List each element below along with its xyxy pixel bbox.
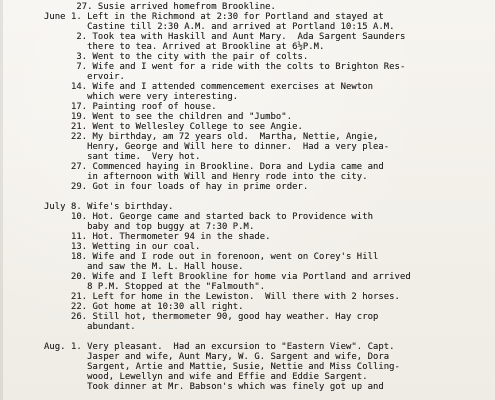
diary-line: 17. Painting roof of house. [44,102,217,112]
diary-line: 14. Wife and I attended commencement exercises at Newton [44,82,373,92]
diary-line: wood, Lewellyn and wife and Effie and Eddie Sargent. [44,372,368,382]
diary-line: ervoir. [44,72,125,82]
diary-line: 3. Went to the city with the pair of colts. [44,52,309,62]
diary-line: 19. Went to see the children and "Jumbo". [44,112,293,122]
diary-line: 7. Wife and I went for a ride with the colts to Brighton Res- [44,62,406,72]
diary-line: and saw the M. L. Hall house. [44,262,244,272]
diary-line: 22. Got home at 10:30 all right. [44,302,244,312]
diary-line: abundant. [44,322,136,332]
scan-edge-shadow [0,0,3,400]
diary-line: 29. Got in four loads of hay in prime order. [44,182,309,192]
diary-line: 21. Went to Wellesley College to see Angie. [44,122,303,132]
diary-line: Took dinner at Mr. Babson's which was finely got up and [44,382,384,392]
diary-line: 21. Left for home in the Lewiston. Will there with 2 horses. [44,292,400,302]
diary-line: 10. Hot. George came and started back to Providence with [44,212,373,222]
diary-line: 11. Hot. Thermometer 94 in the shade. [44,232,271,242]
diary-line: 18. Wife and I rode out in forenoon, went on Corey's Hill [44,252,379,262]
diary-line: Henry, George and Will here to dinner. Had a very plea- [44,142,390,152]
diary-line: 8 P.M. Stopped at the "Falmouth". [44,282,266,292]
diary-line: there to tea. Arrived at Brookline at 6½P.M. [44,42,325,52]
diary-line: 26. Still hot, thermometer 90, good hay weather. Hay crop [44,312,379,322]
diary-line: Sargent, Artie and Mattie, Susie, Nettie and Miss Colling- [44,362,400,372]
diary-line: July 8. Wife's birthday. [44,202,174,212]
diary-line: 2. Took tea with Haskill and Aunt Mary. Ada Sargent Saunders [44,32,406,42]
diary-line: sant time. Very hot. [44,152,201,162]
diary-line: 27. Commenced haying in Brookline. Dora and Lydia came and [44,162,384,172]
diary-line: 27. Susie arrived homefrom Brookline. [44,2,276,12]
diary-line: baby and top buggy at 7:30 P.M. [44,222,255,232]
diary-line: which were very interesting. [44,92,239,102]
diary-line: 22. My birthday, am 72 years old. Martha, Nettie, Angie, [44,132,379,142]
diary-line: June 1. Left in the Richmond at 2:30 for Portland and stayed at [44,12,384,22]
diary-line: Jasper and wife, Aunt Mary, W. G. Sargent and wife, Dora [44,352,390,362]
diary-line: 20. Wife and I left Brookline for home via Portland and arrived [44,272,411,282]
diary-line: Aug. 1. Very pleasant. Had an excursion to "Eastern View". Capt. [44,342,395,352]
diary-line: Castine till 2:30 A.M. and arrived at Portland 10:15 A.M. [44,22,395,32]
diary-line: in afternoon with Will and Henry rode into the city. [44,172,368,182]
diary-line: 13. Wetting in our coal. [44,242,201,252]
